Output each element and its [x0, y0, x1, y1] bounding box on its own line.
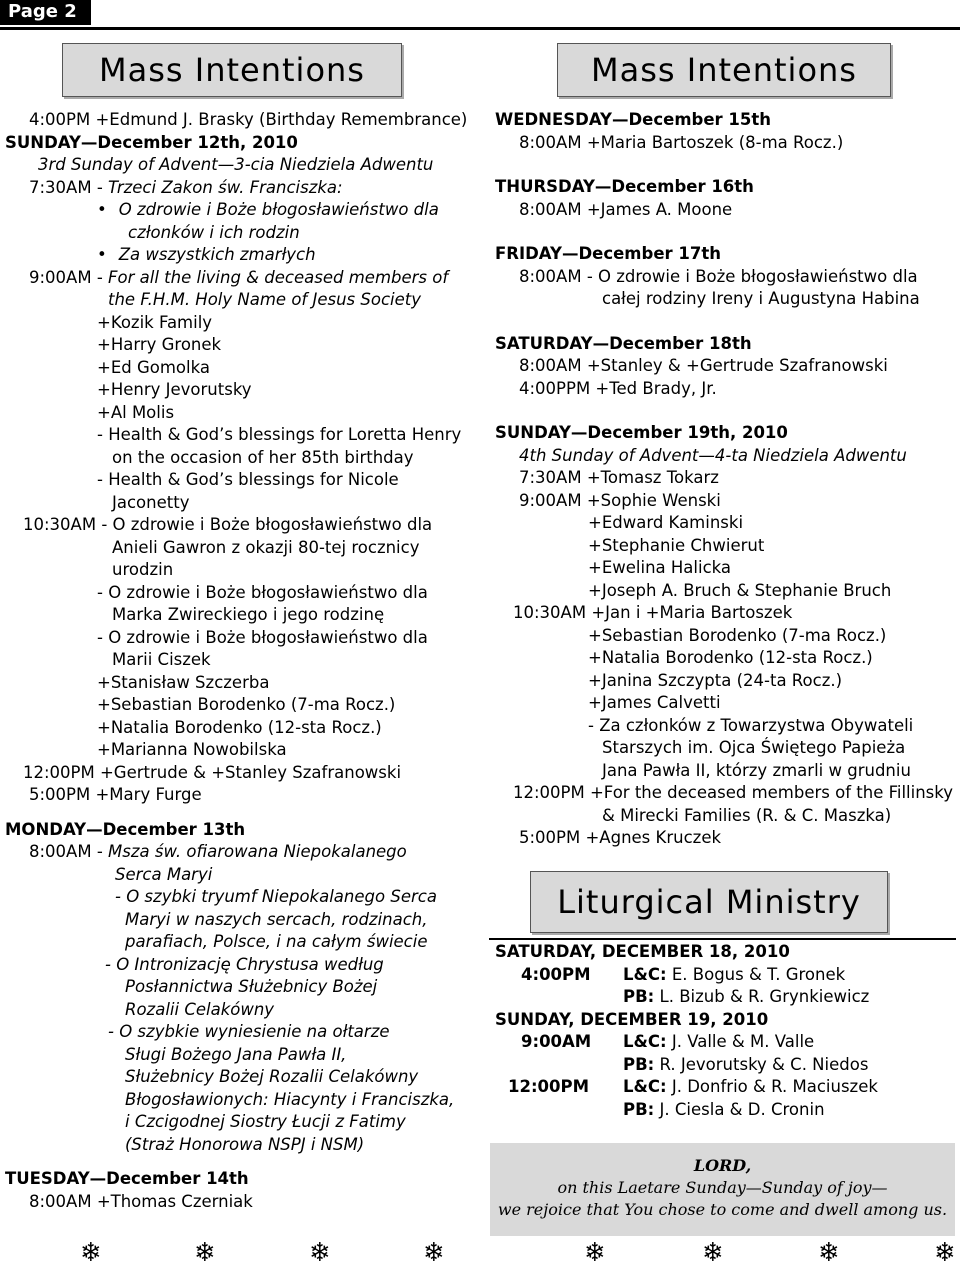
day-heading: SATURDAY—December 18th — [495, 333, 752, 353]
ministry-row — [495, 986, 955, 1009]
intention-line: Starszych im. Ojca Świętego Papieża — [602, 738, 906, 757]
ministry-date-heading: SUNDAY, DECEMBER 19, 2010 — [495, 1009, 769, 1029]
day-heading: SUNDAY—December 12th, 2010 — [5, 132, 298, 152]
time-label: 9:00AM - — [29, 267, 109, 287]
intention-line: +Janina Szczypta (24-ta Rocz.) — [588, 670, 843, 690]
mass-intentions-title-right: Mass Intentions — [557, 43, 891, 97]
liturgical-day: 3rd Sunday of Advent—3-cia Niedziela Adwentu — [38, 155, 434, 174]
intention-line: Anieli Gawron z okazji 80-tej rocznicy — [112, 537, 420, 557]
intention-line: Służebnicy Bożej Rozalii Celakówny — [125, 1067, 419, 1086]
time-label: 8:00AM - — [29, 842, 109, 861]
prayer-box — [490, 1143, 955, 1236]
day-heading: WEDNESDAY—December 15th — [495, 110, 771, 129]
lc-label: L&C: — [623, 1032, 667, 1051]
page-header — [0, 0, 960, 25]
intention-line: - Health & God’s blessings for Loretta Henry — [97, 425, 462, 444]
snowflake-icon: ❄ — [584, 1238, 606, 1268]
ministry-date-heading: SATURDAY, DECEMBER 18, 2010 — [495, 942, 790, 961]
lc-label: L&C: — [623, 964, 667, 984]
mass-intentions-title-left: Mass Intentions — [62, 43, 402, 97]
intention-line: 10:30AM +Jan i +Maria Bartoszek — [513, 603, 793, 622]
ministry-time: 12:00PM — [508, 1077, 590, 1096]
intention-line: Błogosławionych: Hiacynty i Franciszka, — [125, 1089, 455, 1109]
ministry-time: 4:00PM — [521, 964, 591, 984]
prayer-line: we rejoice that You chose to come and dwell among us. — [497, 1200, 948, 1219]
pb-label: PB: — [623, 1054, 655, 1074]
intention-line: (Straż Honorowa NSPJ i NSM) — [125, 1134, 365, 1154]
intention-line: - O szybkie wyniesienie na ołtarze — [108, 1022, 390, 1041]
pb-names: J. Ciesla & D. Cronin — [659, 1099, 825, 1119]
intention-line: Rozalii Celakówny — [125, 999, 275, 1019]
day-heading: MONDAY—December 13th — [5, 819, 246, 839]
intention-line: parafiach, Polsce, i na całym świecie — [125, 932, 428, 951]
intention-line: 4:00PPM +Ted Brady, Jr. — [519, 378, 717, 398]
ministry-row — [495, 1031, 955, 1054]
intention-line: +Edward Kaminski — [588, 513, 744, 532]
intention-text: Msza św. ofiarowana Niepokalanego — [108, 842, 407, 861]
intention-line: 7:30AM +Tomasz Tokarz — [519, 468, 719, 487]
intention-text: Trzeci Zakon św. Franciszka: — [108, 177, 343, 197]
intention-line: - O zdrowie i Boże błogosławieństwo dla — [97, 627, 428, 647]
intention-line: +Harry Gronek — [97, 335, 222, 354]
intention-line: 8:00AM - O zdrowie i Boże błogosławieństwo dla — [519, 266, 918, 286]
bullet-item: • O zdrowie i Boże błogosławieństwo dla — [5, 199, 475, 222]
intention-line: - Za członków z Towarzystwa Obywateli — [588, 715, 914, 735]
intention-line: on the occasion of her 85th birthday — [112, 447, 414, 467]
intention-line: 8:00AM +Thomas Czerniak — [29, 1191, 253, 1211]
intention-line: +James Calvetti — [588, 693, 721, 712]
pb-label: PB: — [623, 1099, 655, 1119]
ministry-row — [495, 1076, 955, 1099]
page-label: Page 2 — [0, 0, 91, 25]
bullet-item: • Za wszystkich zmarłych — [5, 244, 475, 267]
intention-line: the F.H.M. Holy Name of Jesus Society — [108, 290, 422, 309]
liturgical-ministry-schedule — [495, 941, 955, 1121]
intention-line: i Czcigodnej Siostry Łucji z Fatimy — [125, 1112, 406, 1131]
intention-line: +Stephanie Chwierut — [588, 535, 765, 555]
intention-line: całej rodziny Ireny i Augustyna Habina — [602, 289, 920, 308]
intention-line: Jana Pawła II, którzy zmarli w grudniu — [602, 760, 911, 780]
ministry-row — [495, 1054, 955, 1077]
pb-names: R. Jevorutsky & C. Niedos — [659, 1054, 869, 1074]
intention-line: 5:00PM +Agnes Kruczek — [519, 828, 722, 847]
header-rule — [0, 27, 960, 30]
intention-line: +Ed Gomolka — [97, 357, 210, 377]
snowflake-icon: ❄ — [818, 1238, 840, 1268]
prayer-line: LORD, — [693, 1156, 752, 1175]
day-heading: FRIDAY—December 17th — [495, 244, 721, 263]
intention-line: Serca Maryi — [115, 864, 213, 884]
intention-line: +Natalia Borodenko (12-sta Rocz.) — [97, 717, 382, 737]
intention-line: - O szybki tryumf Niepokalanego Serca — [115, 887, 437, 906]
day-heading: TUESDAY—December 14th — [5, 1169, 249, 1188]
lc-names: J. Valle & M. Valle — [671, 1032, 815, 1051]
intention-line: Posłannictwa Służebnicy Bożej — [125, 977, 378, 996]
lc-names: E. Bogus & T. Gronek — [671, 964, 846, 984]
day-heading: THURSDAY—December 16th — [495, 177, 754, 196]
intention-line: - O zdrowie i Boże błogosławieństwo dla — [97, 582, 428, 602]
intention-line: +Henry Jevorutsky — [97, 380, 252, 399]
intention-line: urodzin — [112, 560, 174, 579]
ministry-row — [495, 1099, 955, 1122]
intention-line: członków i ich rodzin — [128, 222, 300, 242]
intention-line: 8:00AM +Stanley & +Gertrude Szafranowski — [519, 356, 888, 375]
ministry-time: 9:00AM — [521, 1032, 592, 1051]
intention-line: +Sebastian Borodenko (7-ma Rocz.) — [588, 625, 887, 645]
intention-line: 10:30AM - O zdrowie i Boże błogosławieństwo dla — [23, 515, 433, 534]
intention-line: +Marianna Nowobilska — [97, 740, 287, 759]
liturgical-day: 4th Sunday of Advent—4-ta Niedziela Adwentu — [519, 445, 907, 465]
intention-line: +Al Molis — [97, 402, 175, 422]
intention-line: Sługi Bożego Jana Pawła II, — [125, 1044, 347, 1064]
intention-line: Jaconetty — [112, 492, 190, 512]
ministry-rule — [489, 938, 956, 940]
intention-line: 4:00PM +Edmund J. Brasky (Birthday Remembrance) — [29, 110, 468, 129]
snowflake-icon: ❄ — [702, 1238, 724, 1268]
lc-label: L&C: — [623, 1077, 667, 1096]
snowflake-icon: ❄ — [80, 1238, 102, 1268]
intention-line: - O Intronizację Chrystusa według — [105, 954, 384, 974]
intention-line: 9:00AM +Sophie Wenski — [519, 490, 721, 510]
intention-line: +Stanisław Szczerba — [97, 672, 270, 692]
intention-line — [5, 841, 475, 864]
prayer-line: on this Laetare Sunday—Sunday of joy— — [557, 1178, 888, 1197]
intention-line — [5, 267, 475, 290]
intention-line: 12:00PM +Gertrude & +Stanley Szafranowski — [23, 762, 402, 782]
intention-line: +Ewelina Halicka — [588, 558, 732, 577]
time-label: 7:30AM - — [29, 177, 109, 197]
intention-line — [5, 177, 475, 200]
lc-names: J. Donfrio & R. Maciuszek — [671, 1077, 878, 1096]
pb-label: PB: — [623, 987, 655, 1006]
intention-line: & Mirecki Families (R. & C. Maszka) — [602, 805, 892, 825]
intention-line: - Health & God’s blessings for Nicole — [97, 470, 399, 489]
intention-text: For all the living & deceased members of — [108, 267, 449, 287]
snowflake-icon: ❄ — [194, 1238, 216, 1268]
snowflake-icon: ❄ — [423, 1238, 445, 1268]
intention-line: 8:00AM +Maria Bartoszek (8-ma Rocz.) — [519, 132, 844, 152]
ministry-row — [495, 964, 955, 987]
intention-line: Marii Ciszek — [112, 650, 211, 669]
snowflake-icon: ❄ — [309, 1238, 331, 1268]
intention-line: 8:00AM +James A. Moone — [519, 199, 733, 219]
left-column — [5, 109, 475, 1213]
intention-line: 12:00PM +For the deceased members of the Fillinsky — [513, 783, 954, 802]
right-column — [495, 109, 955, 850]
intention-line: +Joseph A. Bruch & Stephanie Bruch — [588, 580, 892, 600]
intention-line: Maryi w naszych sercach, rodzinach, — [125, 909, 428, 929]
intention-line: +Kozik Family — [97, 312, 213, 332]
liturgical-ministry-title: Liturgical Ministry — [530, 871, 888, 933]
snowflake-icon: ❄ — [934, 1238, 956, 1268]
pb-names: L. Bizub & R. Grynkiewicz — [659, 987, 870, 1006]
intention-line: +Sebastian Borodenko (7-ma Rocz.) — [97, 695, 396, 714]
intention-line: Marka Zwireckiego i jego rodzinę — [112, 605, 385, 624]
day-heading: SUNDAY—December 19th, 2010 — [495, 423, 788, 442]
intention-line: +Natalia Borodenko (12-sta Rocz.) — [588, 648, 873, 667]
intention-line: 5:00PM +Mary Furge — [29, 785, 202, 804]
